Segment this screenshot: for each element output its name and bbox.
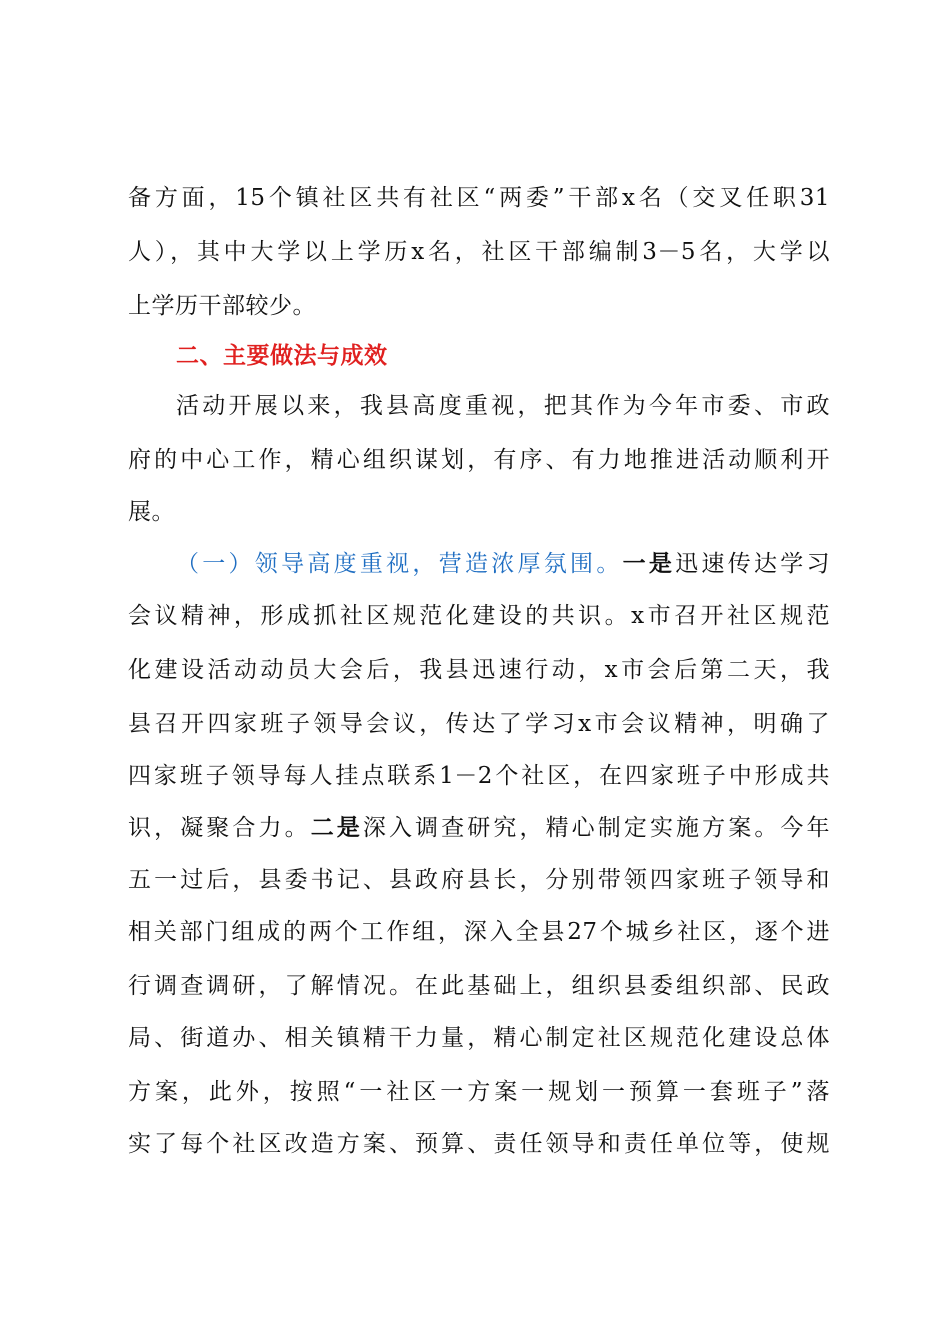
marker-yi-shi: 一是 [622,551,676,577]
paragraph-3-line-4: 县召开四家班子领导会议，传达了学习x市会议精神，明确了 [128,711,830,737]
paragraph-2-line-3: 展。 [128,499,175,525]
paragraph-3-line-5: 四家班子领导每人挂点联系1－2个社区，在四家班子中形成共 [128,763,830,789]
paragraph-3-line-11: 方案，此外，按照“一社区一方案一规划一预算一套班子”落 [128,1079,830,1105]
marker-er-shi: 二是 [310,815,363,841]
paragraph-3-line-8: 相关部门组成的两个工作组，深入全县27个城乡社区，逐个进 [128,919,830,945]
paragraph-3-line-6-rest: 深入调查研究，精心制定实施方案。今年 [362,815,831,841]
paragraph-3-line-10: 局、街道办、相关镇精干力量，精心制定社区规范化建设总体 [128,1025,830,1051]
paragraph-2-line-2: 府的中心工作，精心组织谋划，有序、有力地推进活动顺利开 [128,447,830,473]
paragraph-3-line-2: 会议精神，形成抓社区规范化建设的共识。x市召开社区规范 [128,603,830,629]
paragraph-1-line-3: 上学历干部较少。 [128,293,316,319]
paragraph-3-line-12: 实了每个社区改造方案、预算、责任领导和责任单位等，使规 [128,1131,830,1157]
paragraph-3-line-1-rest: 迅速传达学习 [675,551,831,577]
paragraph-3-line-6 [128,808,830,848]
paragraph-1-line-1: 备方面，15个镇社区共有社区“两委”干部x名（交叉任职31 [128,185,830,211]
subheading-1: （一）领导高度重视，营造浓厚氛围。 [176,551,623,577]
paragraph-3-line-3: 化建设活动动员大会后，我县迅速行动，x市会后第二天，我 [128,657,830,683]
paragraph-2-line-1: 活动开展以来，我县高度重视，把其作为今年市委、市政 [176,393,830,419]
paragraph-1-line-2: 人），其中大学以上学历x名，社区干部编制3－5名，大学以 [128,239,830,265]
paragraph-3-line-1 [176,544,830,584]
paragraph-3-line-9: 行调查调研，了解情况。在此基础上，组织县委组织部、民政 [128,973,830,999]
section-heading: 二、主要做法与成效 [176,343,388,369]
paragraph-3-line-6-start: 识，凝聚合力。 [128,815,311,841]
paragraph-3-line-7: 五一过后，县委书记、县政府县长，分别带领四家班子领导和 [128,867,830,893]
